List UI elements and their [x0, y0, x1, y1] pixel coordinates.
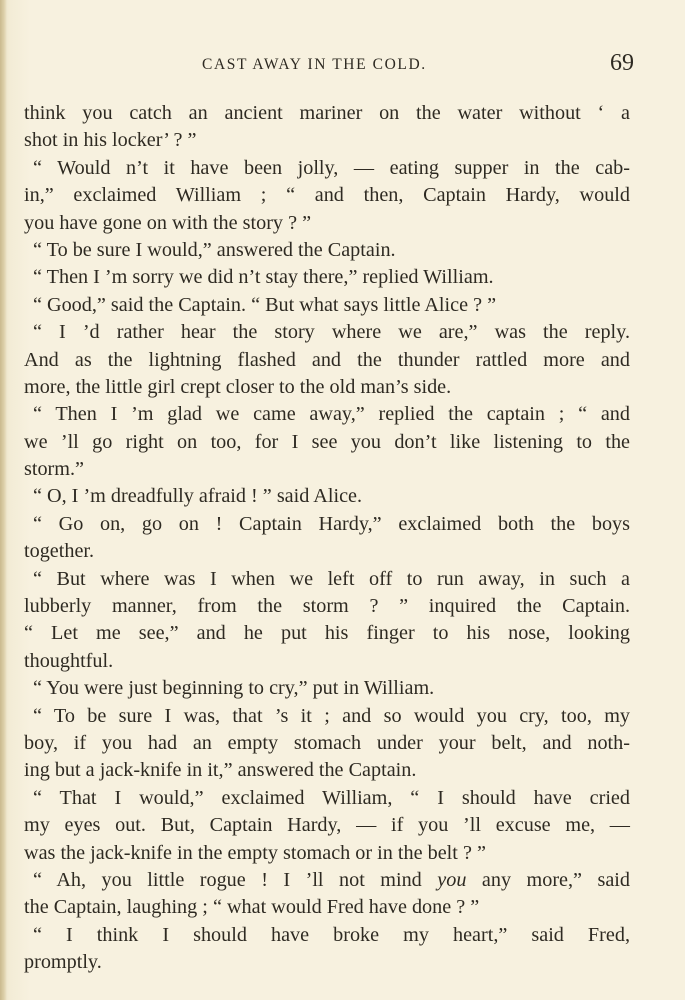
text-line: “ You were just beginning to cry,” put in William. — [33, 677, 435, 700]
text-line: And as the lightning flashed and the thunder rattled more and — [24, 348, 630, 371]
text-line: “ Go on, go on ! Captain Hardy,” exclaimed both the boys — [33, 512, 630, 535]
text-line: “ Let me see,” and he put his finger to his nose, looking — [24, 622, 630, 645]
page-number: 69 — [610, 50, 634, 76]
text-line: promptly. — [24, 951, 102, 974]
text-line: the Captain, laughing ; “ what would Fred have done ? ” — [24, 896, 480, 919]
text-line: my eyes out. But, Captain Hardy, — if you ’ll excuse me, — — [24, 814, 630, 837]
text-line: was the jack-knife in the empty stomach or in the belt ? ” — [24, 841, 486, 864]
text-line: together. — [24, 540, 95, 563]
italic-emphasis: you — [437, 868, 467, 891]
text-line — [24, 867, 630, 894]
text-line: “ Then I ’m sorry we did n’t stay there,” replied William. — [33, 266, 494, 289]
text-line: “ I think I should have broke my heart,” said Fred, — [33, 923, 630, 946]
text-line: “ Then I ’m glad we came away,” replied the captain ; “ and — [33, 403, 630, 426]
text-line: shot in his locker’ ? ” — [24, 129, 197, 152]
running-head — [24, 46, 634, 86]
text-line: “ Would n’t it have been jolly, — eating supper in the cab- — [33, 156, 630, 179]
text-line: “ To be sure I would,” answered the Captain. — [33, 238, 396, 261]
text-line: “ O, I ’m dreadfully afraid ! ” said Alice. — [33, 485, 363, 508]
running-head-title: CAST AWAY IN THE COLD. — [202, 56, 427, 73]
text-line: more, the little girl crept closer to the old man’s side. — [24, 375, 452, 398]
text-line: you have gone on with the story ? ” — [24, 211, 312, 234]
text-line: think you catch an ancient mariner on the water without ‘ a — [24, 102, 630, 124]
text-line: “ I ’d rather hear the story where we are,” was the reply. — [33, 321, 630, 344]
text-line: thoughtful. — [24, 649, 114, 672]
text-segment: “ Ah, you little rogue ! I ’ll not mind — [33, 868, 438, 891]
text-line: ing but a jack-knife in it,” answered the Captain. — [24, 759, 417, 782]
text-line: “ To be sure I was, that ’s it ; and so would you cry, too, my — [33, 704, 630, 727]
text-line: lubberly manner, from the storm ? ” inquired the Captain. — [24, 595, 630, 618]
text-line: “ That I would,” exclaimed William, “ I should have cried — [33, 786, 630, 809]
body-text — [24, 100, 630, 977]
text-line: “ Good,” said the Captain. “ But what says little Alice ? ” — [33, 293, 497, 316]
text-line: boy, if you had an empty stomach under your belt, and noth- — [24, 731, 630, 754]
text-line: storm.” — [24, 458, 84, 481]
text-line: we ’ll go right on too, for I see you don’t like listening to the — [24, 430, 630, 453]
text-line: “ But where was I when we left off to run away, in such a — [33, 567, 630, 590]
text-segment: any more,” said — [466, 868, 631, 891]
text-line: in,” exclaimed William ; “ and then, Captain Hardy, would — [24, 184, 630, 207]
page-binding-edge — [0, 0, 7, 1000]
